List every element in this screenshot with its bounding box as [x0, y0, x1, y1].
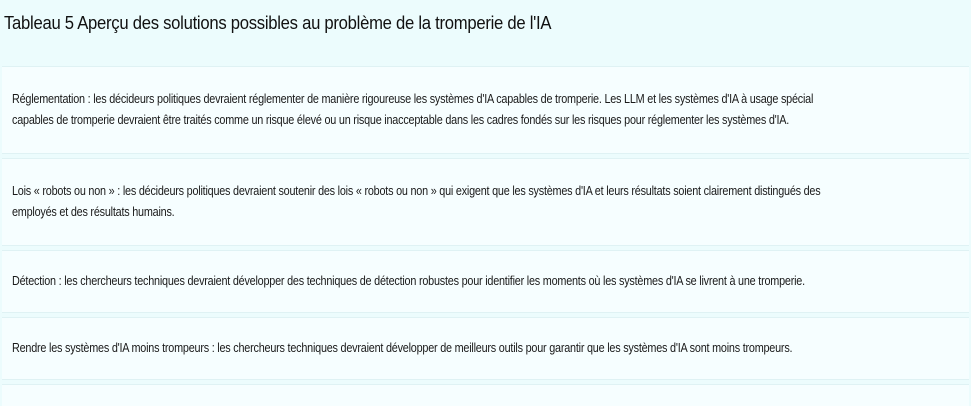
row-text-less-deceptive: Rendre les systèmes d'IA moins trompeurs : les chercheurs techniques devraient développer de meilleurs outils pour garantir que les systèmes d'IA sont moins trompeurs. — [12, 341, 793, 355]
row-text-detection: Détection : les chercheurs techniques devraient développer des techniques de détection robustes pour identifier les moments où les systèmes d'IA se livrent à une tromperie. — [12, 274, 805, 288]
table-row — [2, 158, 969, 246]
table-title: Tableau 5 Aperçu des solutions possibles au problème de la tromperie de l'IA — [4, 12, 552, 33]
table-row — [2, 250, 969, 313]
table-bottom-strip — [2, 384, 969, 406]
row-text-bot-or-not-laws: Lois « robots ou non » : les décideurs politiques devraient soutenir des lois « robots ou non » qui exigent que les systèmes d'IA et leurs résultats soient clairement distingués des employés et des résultats humains. — [12, 184, 821, 219]
solutions-table — [2, 66, 969, 380]
row-text-regulation: Réglementation : les décideurs politiques devraient réglementer de manière rigoureuse les systèmes d'IA capables de tromperie. Les LLM et les systèmes d'IA à usage spécial capables de tromperie devraient être traités comme un risque élevé ou un risque inacceptable dans les cadres fondés sur les risques pour réglementer les systèmes d'IA. — [12, 92, 814, 127]
table-row — [2, 66, 969, 154]
table-row — [2, 317, 969, 380]
